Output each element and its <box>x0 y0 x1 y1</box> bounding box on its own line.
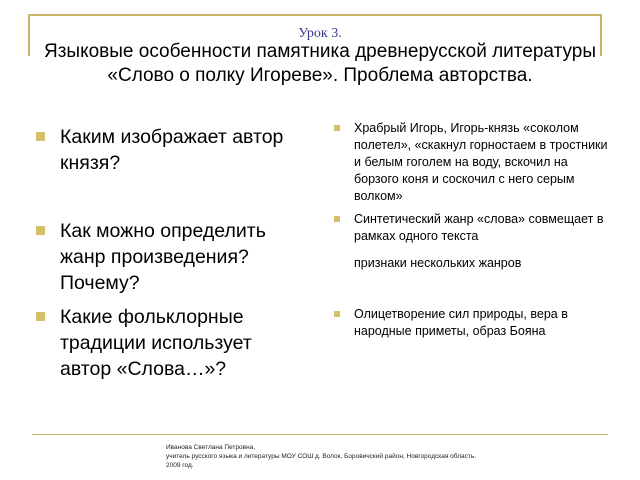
answer-list <box>334 120 610 340</box>
square-bullet-icon <box>36 132 45 141</box>
square-bullet-icon <box>334 216 340 222</box>
footer-author-name: Иванова Светлана Петровна, <box>166 444 256 451</box>
square-bullet-icon <box>36 226 45 235</box>
square-bullet-icon <box>334 311 340 317</box>
slide-title: Языковые особенности памятника древнерусской литературы «Слово о полку Игореве». Проблема авторства. <box>44 41 596 86</box>
frame-bottom-line <box>32 434 608 435</box>
question-list <box>36 124 308 382</box>
footer-year: 2009 год. <box>166 462 194 469</box>
answer-item <box>334 306 610 340</box>
square-bullet-icon <box>36 312 45 321</box>
question-item <box>36 218 308 296</box>
question-text: Как можно определить жанр произведения? Почему? <box>60 220 266 294</box>
footer-author-position: учитель русского языка и литературы МОУ СОШ д. Волок, Боровичский район, Новгородская область. <box>166 453 477 460</box>
answer-item <box>334 120 610 205</box>
author-footer <box>166 443 586 470</box>
question-text: Каким изображает автор князя? <box>60 126 284 174</box>
lesson-subtitle: Урок 3. <box>298 26 342 41</box>
answer-text-continuation: признаки нескольких жанров <box>354 256 522 270</box>
answer-text: Олицетворение сил природы, вера в народные приметы, образ Бояна <box>354 307 568 338</box>
answer-text: Храбрый Игорь, Игорь-князь «соколом полетел», «скакнул горностаем в тростники и белым гоголем на воду, вскочил на борзого коня и соскочил с него серым волком» <box>354 121 608 203</box>
frame-top-line <box>28 14 602 16</box>
question-item <box>36 304 308 382</box>
square-bullet-icon <box>334 125 340 131</box>
question-text: Какие фольклорные традиции использует автор «Слова…»? <box>60 306 252 380</box>
answer-text: Синтетический жанр «слова» совмещает в рамках одного текста <box>354 212 604 243</box>
answer-item <box>334 211 610 272</box>
question-item <box>36 124 308 176</box>
